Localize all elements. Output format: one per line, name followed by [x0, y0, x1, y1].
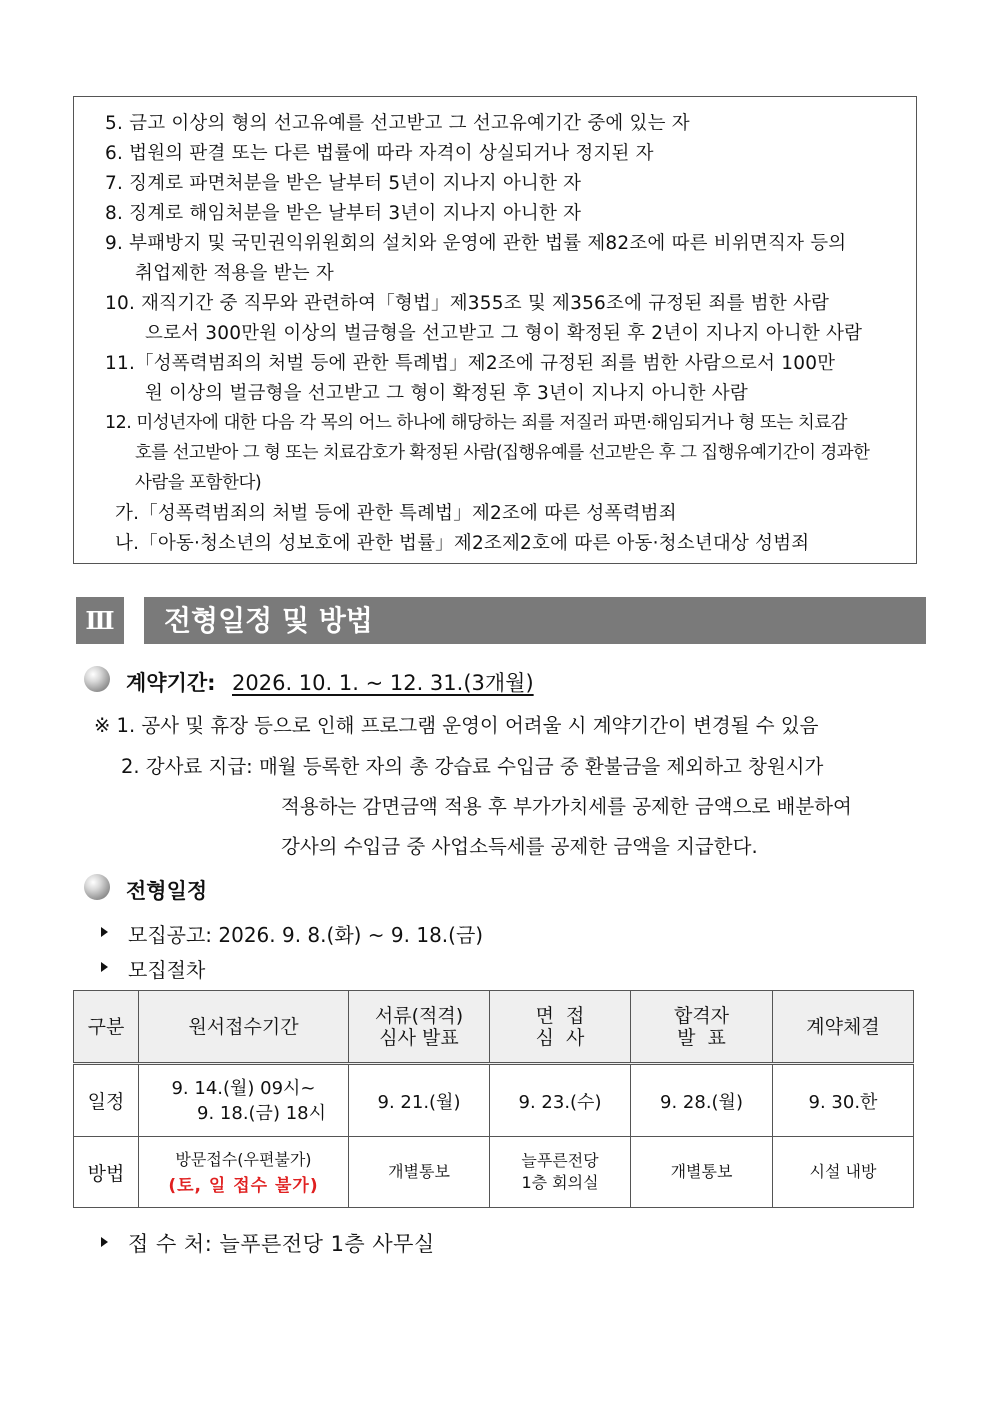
contract-label: 계약기간:	[126, 671, 216, 695]
eligibility-line-12-cont: 호를 선고받아 그 형 또는 치료감호가 확정된 사람(집행유예를 선고받은 후 그 집행유예기간이 경과한	[135, 443, 870, 463]
header-document-review	[349, 991, 490, 1064]
eligibility-line-5: 5. 금고 이상의 형의 선고유예를 선고받고 그 선고유예기간 중에 있는 자	[105, 113, 690, 134]
eligibility-line-10: 10. 재직기간 중 직무와 관련하여「형법」제355조 및 제356조에 규정된 죄를 범한 사람	[105, 293, 830, 314]
header-document-line1: 서류(적격)	[374, 1004, 464, 1027]
reception-place: 접 수 처: 늘푸른전당 1층 사무실	[128, 1232, 435, 1256]
header-interview	[490, 991, 631, 1064]
section-header	[76, 597, 926, 644]
cell-contract-method: 시설 내방	[773, 1137, 914, 1208]
eligibility-line-7: 7. 징계로 파면처분을 받은 날부터 5년이 지나지 아니한 자	[105, 173, 582, 194]
table-row	[74, 1137, 914, 1208]
header-contract: 계약체결	[773, 991, 914, 1064]
apply-method-visit: 방문접수(우편불가)	[175, 1149, 312, 1169]
eligibility-line-12: 12. 미성년자에 대한 다음 각 목의 어느 하나에 해당하는 죄를 저질러 파면·해임되거나 형 또는 치료감	[105, 413, 848, 433]
triangle-bullet-icon	[101, 962, 108, 972]
header-category: 구분	[74, 991, 139, 1064]
eligibility-sub-na: 나.「아동·청소년의 성보호에 관한 법률」제2조제2호에 따른 아동·청소년대상 성범죄	[115, 533, 810, 554]
recruit-announcement: 모집공고: 2026. 9. 8.(화) ~ 9. 18.(금)	[128, 923, 484, 947]
row-label-method: 방법	[74, 1137, 139, 1208]
eligibility-line-12-cont2: 사람을 포함한다)	[135, 473, 262, 493]
apply-method-weekend-warning: (토, 일 접수 불가)	[168, 1175, 319, 1196]
cell-application-method	[139, 1137, 349, 1208]
cell-result-method: 개별통보	[631, 1137, 773, 1208]
triangle-bullet-icon	[101, 927, 108, 937]
recruit-procedure-label: 모집절차	[128, 958, 206, 982]
contract-note-2-cont2: 강사의 수입금 중 사업소득세를 공제한 금액을 지급한다.	[281, 835, 758, 858]
cell-document-date: 9. 21.(월)	[349, 1064, 490, 1137]
cell-contract-date: 9. 30.한	[773, 1064, 914, 1137]
section-number: Ⅲ	[76, 597, 124, 644]
eligibility-line-10-cont: 으로서 300만원 이상의 벌금형을 선고받고 그 형이 확정된 후 2년이 지나지 아니한 사람	[145, 323, 863, 344]
table-row	[74, 1064, 914, 1137]
eligibility-line-6: 6. 법원의 판결 또는 다른 법률에 따라 자격이 상실되거나 정지된 자	[105, 143, 654, 164]
cell-application-period	[139, 1064, 349, 1137]
header-application-period: 원서접수기간	[139, 991, 349, 1064]
schedule-heading: 전형일정	[126, 879, 208, 903]
contract-note-1: ※ 1. 공사 및 휴장 등으로 인해 프로그램 운영이 어려울 시 계약기간이 변경될 수 있음	[94, 714, 819, 737]
cell-document-method: 개별통보	[349, 1137, 490, 1208]
interview-place-line2: 1층 회의실	[521, 1173, 599, 1192]
apply-start: 9. 14.(월) 09시~	[171, 1077, 316, 1099]
table-header-row	[74, 991, 914, 1064]
contract-note-2: 2. 강사료 지급: 매월 등록한 자의 총 강습료 수입금 중 환불금을 제외하고 창원시가	[121, 755, 824, 778]
eligibility-sub-ga: 가.「성폭력범죄의 처벌 등에 관한 특례법」제2조에 따른 성폭력범죄	[115, 503, 677, 524]
sphere-bullet-icon	[84, 666, 110, 692]
eligibility-line-8: 8. 징계로 해임처분을 받은 날부터 3년이 지나지 아니한 자	[105, 203, 582, 224]
header-result-line2: 발 표	[677, 1026, 726, 1049]
header-interview-line2: 심 사	[535, 1026, 585, 1049]
triangle-bullet-icon	[101, 1237, 108, 1247]
cell-interview-place	[490, 1137, 631, 1208]
contract-note-2-cont1: 적용하는 감면금액 적용 후 부가가치세를 공제한 금액으로 배분하여	[281, 795, 852, 818]
header-result	[631, 991, 773, 1064]
schedule-table	[73, 990, 914, 1208]
apply-end: 9. 18.(금) 18시	[197, 1102, 326, 1124]
eligibility-line-11: 11.「성폭력범죄의 처벌 등에 관한 특례법」제2조에 규정된 죄를 범한 사람으로서 100만	[105, 353, 836, 374]
sphere-bullet-icon	[84, 874, 110, 900]
header-document-line2: 심사 발표	[379, 1026, 459, 1049]
eligibility-line-9-cont: 취업제한 적용을 받는 자	[135, 263, 334, 284]
section-title: 전형일정 및 방법	[144, 597, 926, 644]
cell-interview-date: 9. 23.(수)	[490, 1064, 631, 1137]
eligibility-line-11-cont: 원 이상의 벌금형을 선고받고 그 형이 확정된 후 3년이 지나지 아니한 사람	[145, 383, 748, 404]
header-interview-line1: 면 접	[535, 1004, 585, 1027]
contract-value: 2026. 10. 1. ~ 12. 31.(3개월)	[232, 671, 534, 695]
cell-result-date: 9. 28.(월)	[631, 1064, 773, 1137]
header-result-line1: 합격자	[673, 1004, 730, 1027]
row-label-schedule: 일정	[74, 1064, 139, 1137]
interview-place-line1: 늘푸른전당	[521, 1151, 599, 1170]
eligibility-line-9: 9. 부패방지 및 국민권익위원회의 설치와 운영에 관한 법률 제82조에 따른 비위면직자 등의	[105, 233, 847, 254]
eligibility-box	[73, 96, 917, 564]
